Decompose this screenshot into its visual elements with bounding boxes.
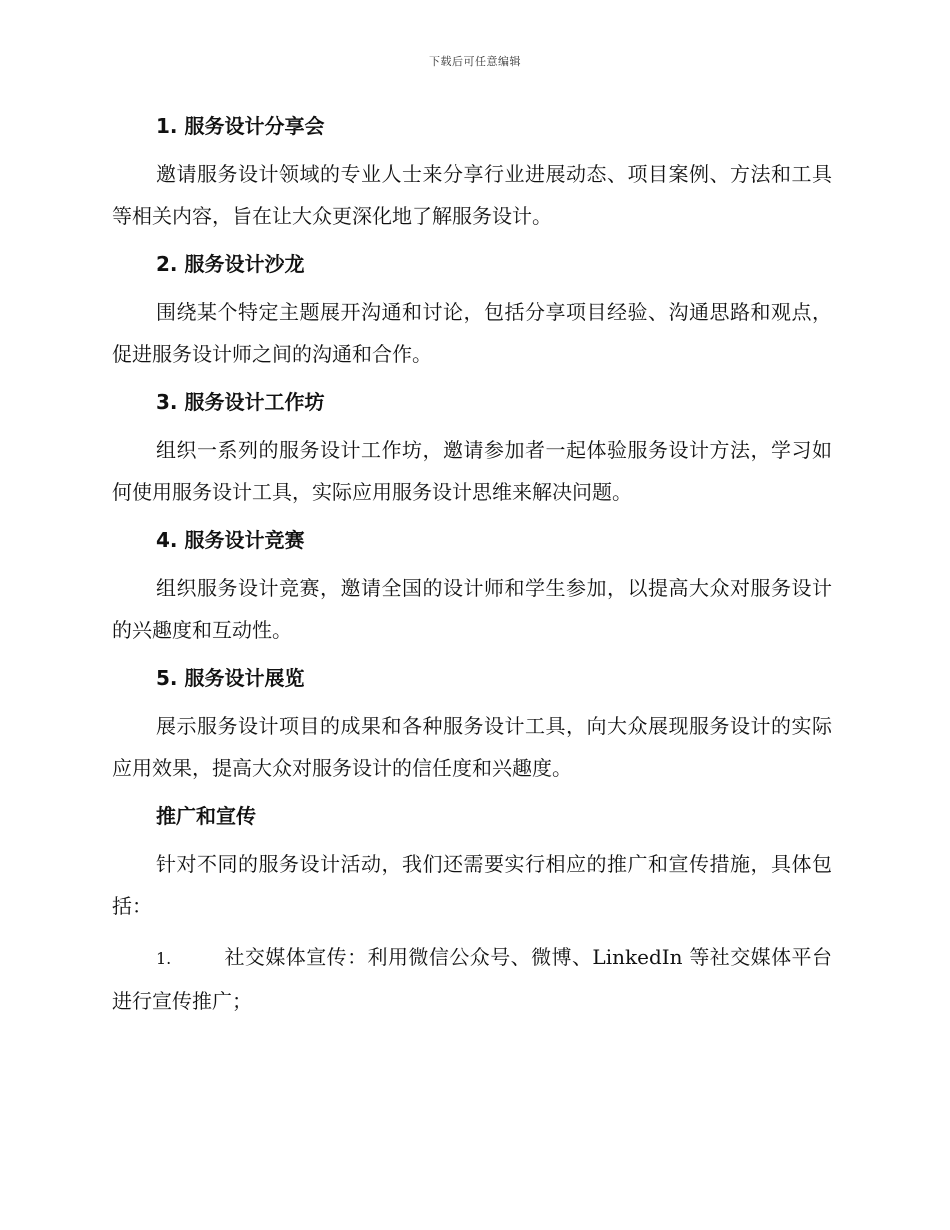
section-heading-4: 4. 服务设计竞赛 bbox=[156, 528, 305, 552]
section-body-3: 组织一系列的服务设计工作坊，邀请参加者一起体验服务设计方法，学习如何使用服务设计工具，实际应用服务设计思维来解决问题。 bbox=[112, 438, 832, 504]
page-header: 下载后可任意编辑 bbox=[429, 55, 521, 68]
section-body-2: 围绕某个特定主题展开沟通和讨论，包括分享项目经验、沟通思路和观点，促进服务设计师之间的沟通和合作。 bbox=[112, 300, 832, 366]
list-item bbox=[112, 936, 832, 1022]
section-heading-2: 2. 服务设计沙龙 bbox=[156, 252, 305, 276]
section-body-1: 邀请服务设计领域的专业人士来分享行业进展动态、项目案例、方法和工具等相关内容，旨在让大众更深化地了解服务设计。 bbox=[112, 162, 832, 228]
list-item-number: 1. bbox=[156, 949, 172, 968]
section-body-5: 展示服务设计项目的成果和各种服务设计工具，向大众展现服务设计的实际应用效果，提高大众对服务设计的信任度和兴趣度。 bbox=[112, 714, 832, 780]
list-item-text: 社交媒体宣传：利用微信公众号、微博、LinkedIn 等社交媒体平台进行宣传推广； bbox=[112, 945, 832, 1013]
document-body bbox=[112, 108, 832, 1022]
section-heading-5: 5. 服务设计展览 bbox=[156, 666, 305, 690]
promotion-intro: 针对不同的服务设计活动，我们还需要实行相应的推广和宣传措施，具体包括： bbox=[112, 852, 832, 918]
promotion-heading: 推广和宣传 bbox=[156, 804, 256, 828]
section-body-4: 组织服务设计竞赛，邀请全国的设计师和学生参加，以提高大众对服务设计的兴趣度和互动性。 bbox=[112, 576, 832, 642]
section-heading-1: 1. 服务设计分享会 bbox=[156, 114, 325, 138]
section-heading-3: 3. 服务设计工作坊 bbox=[156, 390, 325, 414]
